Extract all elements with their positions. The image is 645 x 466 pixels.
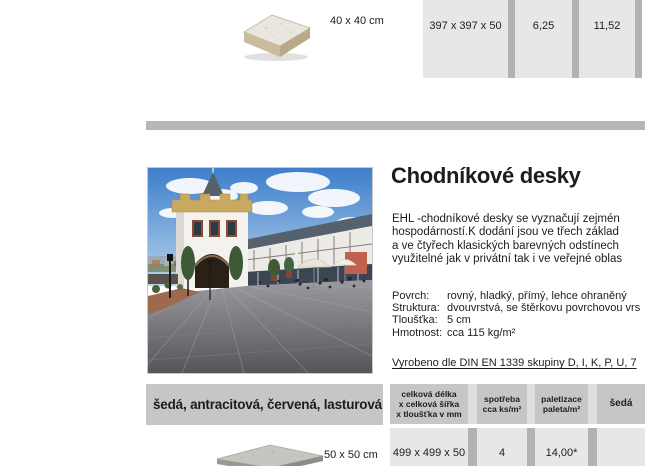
- color-variants-band: šedá, antracitová, červená, lasturová: [146, 384, 383, 425]
- paving-slab-40-image: [236, 8, 316, 63]
- plaza-photo-illustration: [148, 168, 372, 373]
- spec-row: [392, 327, 640, 339]
- cell-palletization: 14,00*: [535, 428, 588, 466]
- section-divider-bar: [146, 121, 645, 130]
- cell-dimensions: 499 x 499 x 50: [390, 428, 468, 466]
- cell-divider: [508, 0, 515, 78]
- top-cell-palletization: 11,52: [579, 0, 635, 78]
- header-line: x tloušťka v mm: [396, 409, 462, 419]
- cell-price-grey: [597, 428, 645, 466]
- slab-50-illustration: [213, 443, 327, 466]
- cell-divider: [588, 428, 597, 466]
- spec-value: 5 cm: [447, 314, 471, 327]
- description-line: a ve čtyřech klasických barevných odstínech: [392, 239, 619, 252]
- spec-value: rovný, hladký, přímý, lehce ohraněný: [447, 290, 627, 302]
- spec-label: Tloušťka:: [392, 314, 438, 327]
- cell-divider: [468, 428, 477, 466]
- din-norm-note: Vyrobeno dle DIN EN 1339 skupiny D, I, K, P, U, 7: [392, 357, 637, 369]
- size-label-40: 40 x 40 cm: [330, 15, 384, 27]
- spec-value: dvouvrstvá, se štěrkovu povrchovou vrs: [447, 302, 641, 315]
- page-title: Chodníkové desky: [391, 163, 581, 188]
- spec-label: Struktura:: [392, 302, 440, 315]
- header-line: x celková šířka: [398, 399, 460, 409]
- description-line: EHL -chodníkové desky se vyznačují zejmén: [392, 213, 620, 225]
- header-consumption: [477, 384, 527, 424]
- cell-divider: [527, 428, 535, 466]
- spec-row: [392, 290, 640, 302]
- header-line: paleta/m²: [542, 404, 581, 414]
- spec-value: cca 115 kg/m²: [447, 326, 516, 339]
- top-cell-consumption: 6,25: [515, 0, 572, 78]
- size-label-50: 50 x 50 cm: [324, 449, 378, 461]
- spec-row: [392, 314, 640, 326]
- header-line: paletizace: [541, 394, 582, 404]
- paving-slab-50-image: [213, 443, 327, 466]
- header-palletization: [535, 384, 588, 424]
- top-cell-dimensions: 397 x 397 x 50: [423, 0, 508, 78]
- cell-consumption: 4: [477, 428, 527, 466]
- header-color-grey: šedá: [597, 384, 645, 424]
- header-divider: [468, 384, 477, 424]
- description-line: využitelné jak v privátní tak i ve veřejné oblas: [392, 253, 623, 266]
- header-line: spotřeba: [484, 394, 520, 404]
- header-line: cca ks/m²: [482, 404, 522, 414]
- product-photo: [148, 168, 372, 373]
- description-line: hospodárností.K dodání jsou ve třech základ: [392, 226, 619, 239]
- spec-label: Povrch:: [392, 290, 430, 302]
- header-divider: [588, 384, 597, 424]
- spec-label: Hmotnost:: [392, 326, 443, 339]
- product-description: [392, 213, 622, 267]
- header-divider: [527, 384, 535, 424]
- cell-divider: [635, 0, 642, 78]
- slab-40-illustration: [236, 8, 316, 63]
- header-line: celková délka: [401, 389, 457, 399]
- spec-row: [392, 302, 640, 314]
- header-dimensions: [390, 384, 468, 424]
- spec-list: [392, 290, 640, 339]
- cell-divider: [572, 0, 579, 78]
